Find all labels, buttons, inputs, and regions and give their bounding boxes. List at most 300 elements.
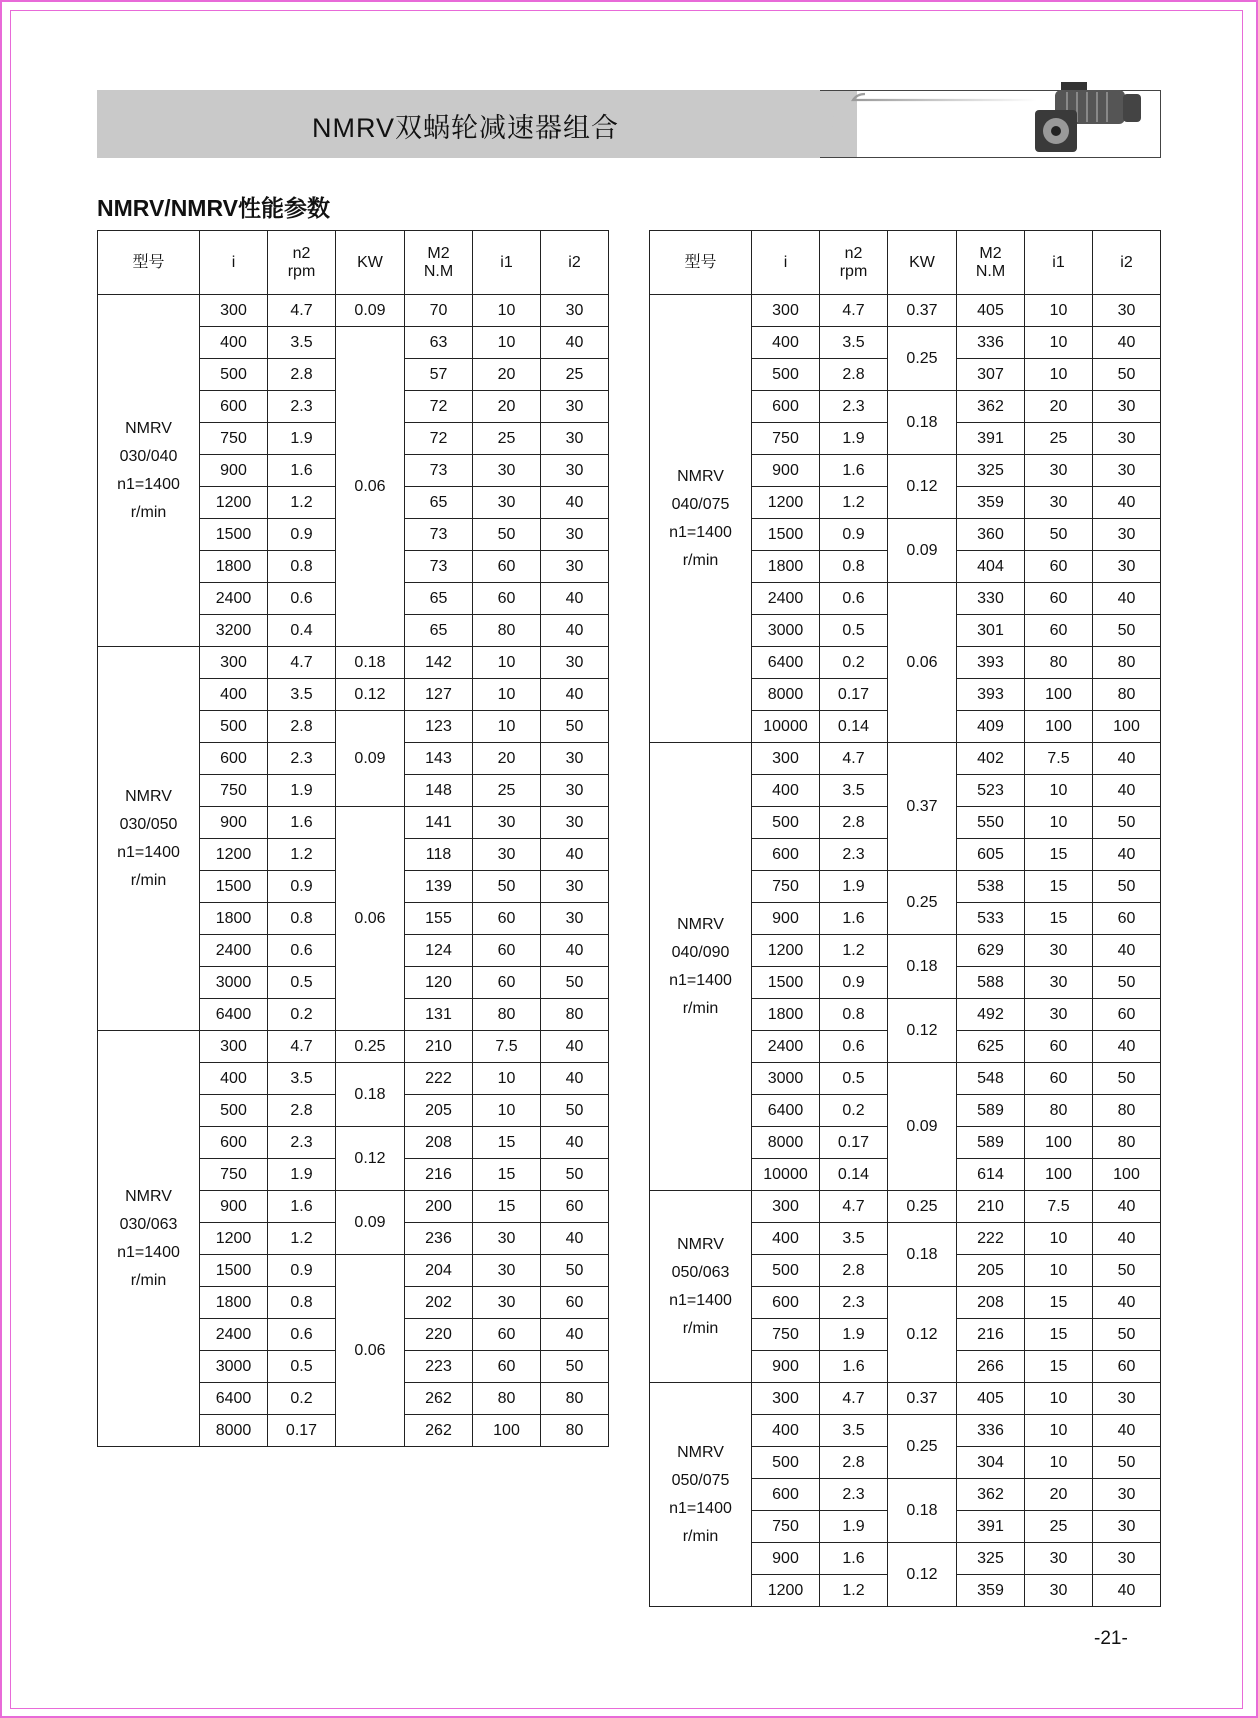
ratio-i-cell: 750: [752, 1511, 820, 1543]
n2-rpm-cell: 4.7: [268, 295, 336, 327]
m2-torque-cell: 405: [957, 1383, 1025, 1415]
ratio-i1-cell: 7.5: [1025, 743, 1093, 775]
ratio-i2-cell: 40: [1093, 1575, 1161, 1607]
header-model: 型号: [650, 231, 752, 295]
n2-rpm-cell: 0.5: [268, 1351, 336, 1383]
ratio-i1-cell: 25: [1025, 423, 1093, 455]
m2-torque-cell: 142: [405, 647, 473, 679]
m2-torque-cell: 307: [957, 359, 1025, 391]
ratio-i-cell: 1800: [752, 999, 820, 1031]
ratio-i2-cell: 30: [541, 903, 609, 935]
m2-torque-cell: 73: [405, 455, 473, 487]
m2-torque-cell: 409: [957, 711, 1025, 743]
n2-rpm-cell: 2.8: [268, 711, 336, 743]
ratio-i2-cell: 50: [541, 1255, 609, 1287]
ratio-i-cell: 900: [752, 1351, 820, 1383]
ratio-i-cell: 500: [752, 1447, 820, 1479]
ratio-i2-cell: 50: [541, 1095, 609, 1127]
kw-cell: 0.12: [888, 1543, 957, 1607]
ratio-i-cell: 10000: [752, 711, 820, 743]
kw-cell: 0.37: [888, 295, 957, 327]
kw-cell: 0.12: [336, 1127, 405, 1191]
ratio-i2-cell: 80: [541, 1383, 609, 1415]
n2-rpm-cell: 0.2: [820, 647, 888, 679]
ratio-i2-cell: 40: [1093, 1223, 1161, 1255]
kw-cell: 0.09: [336, 1191, 405, 1255]
ratio-i2-cell: 50: [1093, 1255, 1161, 1287]
m2-torque-cell: 73: [405, 551, 473, 583]
header-i1: i1: [473, 231, 541, 295]
kw-cell: 0.18: [888, 935, 957, 999]
ratio-i1-cell: 25: [473, 423, 541, 455]
n2-rpm-cell: 2.8: [820, 807, 888, 839]
n2-rpm-cell: 2.3: [820, 1479, 888, 1511]
n2-rpm-cell: 0.5: [268, 967, 336, 999]
n2-rpm-cell: 1.9: [820, 871, 888, 903]
n2-rpm-cell: 0.8: [820, 551, 888, 583]
ratio-i-cell: 900: [752, 903, 820, 935]
ratio-i2-cell: 100: [1093, 1159, 1161, 1191]
n2-rpm-cell: 3.5: [820, 775, 888, 807]
page-number: -21-: [1094, 1628, 1128, 1649]
ratio-i1-cell: 60: [473, 1351, 541, 1383]
n2-rpm-cell: 1.9: [820, 1319, 888, 1351]
ratio-i1-cell: 30: [473, 807, 541, 839]
ratio-i1-cell: 80: [1025, 1095, 1093, 1127]
ratio-i1-cell: 10: [1025, 807, 1093, 839]
ratio-i1-cell: 80: [473, 999, 541, 1031]
m2-torque-cell: 210: [405, 1031, 473, 1063]
n2-rpm-cell: 0.6: [820, 1031, 888, 1063]
ratio-i1-cell: 20: [473, 359, 541, 391]
n2-rpm-cell: 1.2: [268, 1223, 336, 1255]
ratio-i1-cell: 20: [473, 391, 541, 423]
m2-torque-cell: 301: [957, 615, 1025, 647]
ratio-i1-cell: 25: [1025, 1511, 1093, 1543]
kw-cell: 0.09: [336, 711, 405, 807]
ratio-i-cell: 1200: [200, 839, 268, 871]
section-title: NMRV/NMRV性能参数: [97, 195, 330, 221]
ratio-i-cell: 400: [200, 679, 268, 711]
ratio-i1-cell: 10: [1025, 775, 1093, 807]
ratio-i-cell: 900: [752, 1543, 820, 1575]
kw-cell: 0.25: [888, 1415, 957, 1479]
ratio-i-cell: 1800: [200, 1287, 268, 1319]
ratio-i2-cell: 40: [541, 615, 609, 647]
m2-torque-cell: 205: [957, 1255, 1025, 1287]
ratio-i-cell: 1200: [200, 487, 268, 519]
m2-torque-cell: 210: [957, 1191, 1025, 1223]
n2-rpm-cell: 2.3: [820, 839, 888, 871]
m2-torque-cell: 629: [957, 935, 1025, 967]
m2-torque-cell: 208: [405, 1127, 473, 1159]
ratio-i2-cell: 60: [1093, 999, 1161, 1031]
m2-torque-cell: 202: [405, 1287, 473, 1319]
n2-rpm-cell: 2.3: [268, 391, 336, 423]
ratio-i-cell: 300: [752, 1383, 820, 1415]
header-m2: M2 N.M: [957, 231, 1025, 295]
m2-torque-cell: 65: [405, 583, 473, 615]
ratio-i2-cell: 50: [1093, 1319, 1161, 1351]
n2-rpm-cell: 3.5: [820, 1223, 888, 1255]
ratio-i1-cell: 30: [1025, 1543, 1093, 1575]
m2-torque-cell: 205: [405, 1095, 473, 1127]
ratio-i1-cell: 80: [473, 615, 541, 647]
m2-torque-cell: 200: [405, 1191, 473, 1223]
ratio-i1-cell: 60: [1025, 1031, 1093, 1063]
ratio-i1-cell: 50: [1025, 519, 1093, 551]
ratio-i2-cell: 50: [1093, 359, 1161, 391]
ratio-i1-cell: 50: [473, 519, 541, 551]
kw-cell: 0.12: [888, 455, 957, 519]
m2-torque-cell: 220: [405, 1319, 473, 1351]
ratio-i1-cell: 100: [1025, 679, 1093, 711]
kw-cell: 0.09: [888, 1063, 957, 1191]
ratio-i-cell: 500: [752, 359, 820, 391]
ratio-i2-cell: 40: [541, 839, 609, 871]
n2-rpm-cell: 4.7: [820, 743, 888, 775]
n2-rpm-cell: 0.6: [820, 583, 888, 615]
ratio-i2-cell: 60: [541, 1191, 609, 1223]
m2-torque-cell: 393: [957, 647, 1025, 679]
m2-torque-cell: 391: [957, 423, 1025, 455]
ratio-i1-cell: 80: [1025, 647, 1093, 679]
ratio-i2-cell: 30: [541, 647, 609, 679]
n2-rpm-cell: 1.2: [268, 839, 336, 871]
ratio-i2-cell: 50: [541, 1351, 609, 1383]
kw-cell: 0.25: [888, 1191, 957, 1223]
m2-torque-cell: 65: [405, 487, 473, 519]
ratio-i-cell: 400: [200, 327, 268, 359]
ratio-i2-cell: 30: [541, 423, 609, 455]
kw-cell: 0.09: [888, 519, 957, 583]
n2-rpm-cell: 1.2: [820, 487, 888, 519]
n2-rpm-cell: 2.8: [820, 359, 888, 391]
ratio-i-cell: 500: [200, 1095, 268, 1127]
ratio-i-cell: 750: [200, 775, 268, 807]
ratio-i-cell: 500: [752, 807, 820, 839]
n2-rpm-cell: 0.8: [268, 551, 336, 583]
ratio-i-cell: 3200: [200, 615, 268, 647]
ratio-i-cell: 300: [200, 1031, 268, 1063]
n2-rpm-cell: 0.9: [268, 519, 336, 551]
ratio-i-cell: 500: [752, 1255, 820, 1287]
m2-torque-cell: 405: [957, 295, 1025, 327]
ratio-i-cell: 600: [752, 839, 820, 871]
n2-rpm-cell: 0.9: [820, 519, 888, 551]
m2-torque-cell: 393: [957, 679, 1025, 711]
ratio-i-cell: 600: [752, 1287, 820, 1319]
header-kw: KW: [888, 231, 957, 295]
m2-torque-cell: 362: [957, 391, 1025, 423]
m2-torque-cell: 588: [957, 967, 1025, 999]
ratio-i2-cell: 80: [1093, 679, 1161, 711]
ratio-i1-cell: 50: [473, 871, 541, 903]
ratio-i2-cell: 60: [541, 1287, 609, 1319]
ratio-i2-cell: 60: [1093, 1351, 1161, 1383]
m2-torque-cell: 148: [405, 775, 473, 807]
n2-rpm-cell: 1.6: [268, 807, 336, 839]
ratio-i1-cell: 60: [473, 1319, 541, 1351]
ratio-i-cell: 400: [752, 1415, 820, 1447]
ratio-i1-cell: 80: [473, 1383, 541, 1415]
ratio-i2-cell: 40: [541, 1223, 609, 1255]
ratio-i-cell: 1800: [200, 903, 268, 935]
ratio-i2-cell: 40: [1093, 935, 1161, 967]
ratio-i1-cell: 30: [473, 1287, 541, 1319]
m2-torque-cell: 73: [405, 519, 473, 551]
ratio-i2-cell: 30: [541, 519, 609, 551]
m2-torque-cell: 262: [405, 1415, 473, 1447]
ratio-i-cell: 1200: [200, 1223, 268, 1255]
n2-rpm-cell: 1.6: [820, 1543, 888, 1575]
ratio-i1-cell: 30: [1025, 967, 1093, 999]
ratio-i2-cell: 40: [1093, 839, 1161, 871]
ratio-i-cell: 2400: [752, 583, 820, 615]
n2-rpm-cell: 1.6: [268, 455, 336, 487]
n2-rpm-cell: 0.14: [820, 711, 888, 743]
ratio-i-cell: 600: [752, 1479, 820, 1511]
n2-rpm-cell: 1.2: [268, 487, 336, 519]
header-banner: [97, 90, 1161, 158]
ratio-i2-cell: 30: [1093, 519, 1161, 551]
ratio-i1-cell: 15: [1025, 1319, 1093, 1351]
m2-torque-cell: 124: [405, 935, 473, 967]
kw-cell: 0.06: [336, 807, 405, 1031]
table-header-row: [650, 231, 1161, 295]
ratio-i2-cell: 30: [1093, 551, 1161, 583]
ratio-i1-cell: 10: [1025, 327, 1093, 359]
ratio-i2-cell: 30: [541, 391, 609, 423]
m2-torque-cell: 304: [957, 1447, 1025, 1479]
n2-rpm-cell: 0.8: [268, 903, 336, 935]
ratio-i2-cell: 50: [1093, 615, 1161, 647]
ratio-i1-cell: 30: [1025, 487, 1093, 519]
m2-torque-cell: 216: [957, 1319, 1025, 1351]
ratio-i-cell: 6400: [752, 1095, 820, 1127]
ratio-i2-cell: 40: [1093, 775, 1161, 807]
ratio-i1-cell: 10: [473, 1095, 541, 1127]
m2-torque-cell: 57: [405, 359, 473, 391]
ratio-i2-cell: 50: [1093, 871, 1161, 903]
ratio-i1-cell: 60: [473, 551, 541, 583]
ratio-i2-cell: 30: [541, 775, 609, 807]
ratio-i1-cell: 10: [1025, 295, 1093, 327]
n2-rpm-cell: 0.9: [820, 967, 888, 999]
ratio-i1-cell: 60: [473, 935, 541, 967]
performance-table-right: [649, 230, 1161, 1607]
ratio-i1-cell: 60: [473, 967, 541, 999]
kw-cell: 0.09: [336, 295, 405, 327]
ratio-i-cell: 750: [752, 1319, 820, 1351]
m2-torque-cell: 533: [957, 903, 1025, 935]
n2-rpm-cell: 0.2: [268, 1383, 336, 1415]
ratio-i1-cell: 100: [1025, 1159, 1093, 1191]
ratio-i-cell: 750: [752, 871, 820, 903]
ratio-i1-cell: 10: [473, 1063, 541, 1095]
ratio-i2-cell: 80: [541, 999, 609, 1031]
m2-torque-cell: 120: [405, 967, 473, 999]
ratio-i2-cell: 80: [1093, 1095, 1161, 1127]
n2-rpm-cell: 1.6: [820, 455, 888, 487]
m2-torque-cell: 216: [405, 1159, 473, 1191]
ratio-i1-cell: 60: [473, 583, 541, 615]
ratio-i-cell: 300: [752, 1191, 820, 1223]
m2-torque-cell: 141: [405, 807, 473, 839]
m2-torque-cell: 523: [957, 775, 1025, 807]
n2-rpm-cell: 0.9: [268, 1255, 336, 1287]
n2-rpm-cell: 3.5: [268, 1063, 336, 1095]
n2-rpm-cell: 2.8: [820, 1255, 888, 1287]
ratio-i-cell: 1500: [752, 519, 820, 551]
ratio-i-cell: 6400: [200, 999, 268, 1031]
ratio-i1-cell: 10: [1025, 1255, 1093, 1287]
model-cell: NMRV 030/063 n1=1400 r/min: [98, 1031, 200, 1447]
ratio-i-cell: 1500: [200, 519, 268, 551]
ratio-i-cell: 900: [200, 1191, 268, 1223]
header-i2: i2: [1093, 231, 1161, 295]
m2-torque-cell: 492: [957, 999, 1025, 1031]
m2-torque-cell: 550: [957, 807, 1025, 839]
header-m2: M2 N.M: [405, 231, 473, 295]
ratio-i-cell: 6400: [200, 1383, 268, 1415]
ratio-i-cell: 400: [200, 1063, 268, 1095]
ratio-i-cell: 600: [200, 743, 268, 775]
gear-motor-photo-icon: [1027, 76, 1147, 156]
ratio-i2-cell: 40: [1093, 327, 1161, 359]
m2-torque-cell: 223: [405, 1351, 473, 1383]
n2-rpm-cell: 2.8: [268, 359, 336, 391]
ratio-i2-cell: 40: [1093, 1191, 1161, 1223]
model-cell: NMRV 040/090 n1=1400 r/min: [650, 743, 752, 1191]
ratio-i1-cell: 30: [1025, 455, 1093, 487]
ratio-i-cell: 8000: [752, 679, 820, 711]
header-i1: i1: [1025, 231, 1093, 295]
ratio-i-cell: 300: [752, 295, 820, 327]
ratio-i2-cell: 25: [541, 359, 609, 391]
ratio-i1-cell: 10: [1025, 359, 1093, 391]
m2-torque-cell: 402: [957, 743, 1025, 775]
ratio-i-cell: 600: [200, 1127, 268, 1159]
n2-rpm-cell: 3.5: [268, 679, 336, 711]
ratio-i-cell: 300: [752, 743, 820, 775]
n2-rpm-cell: 4.7: [820, 295, 888, 327]
n2-rpm-cell: 0.8: [268, 1287, 336, 1319]
n2-rpm-cell: 0.8: [820, 999, 888, 1031]
ratio-i2-cell: 40: [541, 935, 609, 967]
ratio-i2-cell: 80: [1093, 1127, 1161, 1159]
n2-rpm-cell: 0.17: [268, 1415, 336, 1447]
m2-torque-cell: 404: [957, 551, 1025, 583]
table-row: [650, 1191, 1161, 1223]
m2-torque-cell: 605: [957, 839, 1025, 871]
ratio-i1-cell: 100: [473, 1415, 541, 1447]
n2-rpm-cell: 1.9: [268, 423, 336, 455]
ratio-i2-cell: 30: [1093, 455, 1161, 487]
ratio-i1-cell: 15: [1025, 903, 1093, 935]
ratio-i-cell: 900: [752, 455, 820, 487]
ratio-i2-cell: 100: [1093, 711, 1161, 743]
ratio-i-cell: 6400: [752, 647, 820, 679]
ratio-i-cell: 10000: [752, 1159, 820, 1191]
ratio-i1-cell: 30: [473, 1223, 541, 1255]
m2-torque-cell: 72: [405, 391, 473, 423]
ratio-i1-cell: 7.5: [473, 1031, 541, 1063]
n2-rpm-cell: 0.2: [820, 1095, 888, 1127]
n2-rpm-cell: 0.14: [820, 1159, 888, 1191]
ratio-i2-cell: 30: [541, 743, 609, 775]
kw-cell: 0.25: [336, 1031, 405, 1063]
ratio-i2-cell: 50: [541, 711, 609, 743]
ratio-i-cell: 2400: [200, 1319, 268, 1351]
ratio-i2-cell: 40: [1093, 1287, 1161, 1319]
n2-rpm-cell: 1.6: [820, 1351, 888, 1383]
m2-torque-cell: 262: [405, 1383, 473, 1415]
model-cell: NMRV 050/063 n1=1400 r/min: [650, 1191, 752, 1383]
kw-cell: 0.25: [888, 327, 957, 391]
m2-torque-cell: 614: [957, 1159, 1025, 1191]
n2-rpm-cell: 3.5: [268, 327, 336, 359]
m2-torque-cell: 155: [405, 903, 473, 935]
ratio-i1-cell: 15: [1025, 1287, 1093, 1319]
n2-rpm-cell: 2.3: [820, 391, 888, 423]
kw-cell: 0.06: [888, 583, 957, 743]
ratio-i2-cell: 30: [1093, 423, 1161, 455]
m2-torque-cell: 336: [957, 1415, 1025, 1447]
ratio-i2-cell: 40: [541, 487, 609, 519]
header-n2: n2 rpm: [820, 231, 888, 295]
n2-rpm-cell: 1.6: [820, 903, 888, 935]
table-row: [650, 295, 1161, 327]
ratio-i-cell: 400: [752, 327, 820, 359]
m2-torque-cell: 143: [405, 743, 473, 775]
ratio-i1-cell: 15: [1025, 839, 1093, 871]
table-row: [98, 1031, 609, 1063]
n2-rpm-cell: 2.3: [820, 1287, 888, 1319]
header-model: 型号: [98, 231, 200, 295]
n2-rpm-cell: 1.9: [268, 775, 336, 807]
performance-table-left: [97, 230, 609, 1447]
ratio-i-cell: 1200: [752, 935, 820, 967]
ratio-i-cell: 1200: [752, 487, 820, 519]
model-cell: NMRV 030/050 n1=1400 r/min: [98, 647, 200, 1031]
ratio-i2-cell: 40: [1093, 1031, 1161, 1063]
ratio-i1-cell: 60: [1025, 551, 1093, 583]
ratio-i2-cell: 40: [541, 1319, 609, 1351]
ratio-i2-cell: 30: [541, 871, 609, 903]
kw-cell: 0.12: [336, 679, 405, 711]
ratio-i1-cell: 60: [473, 903, 541, 935]
ratio-i2-cell: 40: [1093, 1415, 1161, 1447]
ratio-i-cell: 1800: [752, 551, 820, 583]
ratio-i2-cell: 80: [541, 1415, 609, 1447]
table-row: [98, 295, 609, 327]
ratio-i2-cell: 30: [541, 295, 609, 327]
ratio-i1-cell: 100: [1025, 1127, 1093, 1159]
n2-rpm-cell: 4.7: [268, 647, 336, 679]
kw-cell: 0.18: [888, 391, 957, 455]
ratio-i1-cell: 10: [1025, 1415, 1093, 1447]
m2-torque-cell: 63: [405, 327, 473, 359]
n2-rpm-cell: 0.9: [268, 871, 336, 903]
n2-rpm-cell: 1.9: [820, 423, 888, 455]
table-header-row: [98, 231, 609, 295]
ratio-i-cell: 600: [200, 391, 268, 423]
ratio-i1-cell: 30: [473, 1255, 541, 1287]
ratio-i-cell: 900: [200, 455, 268, 487]
m2-torque-cell: 236: [405, 1223, 473, 1255]
n2-rpm-cell: 0.5: [820, 1063, 888, 1095]
